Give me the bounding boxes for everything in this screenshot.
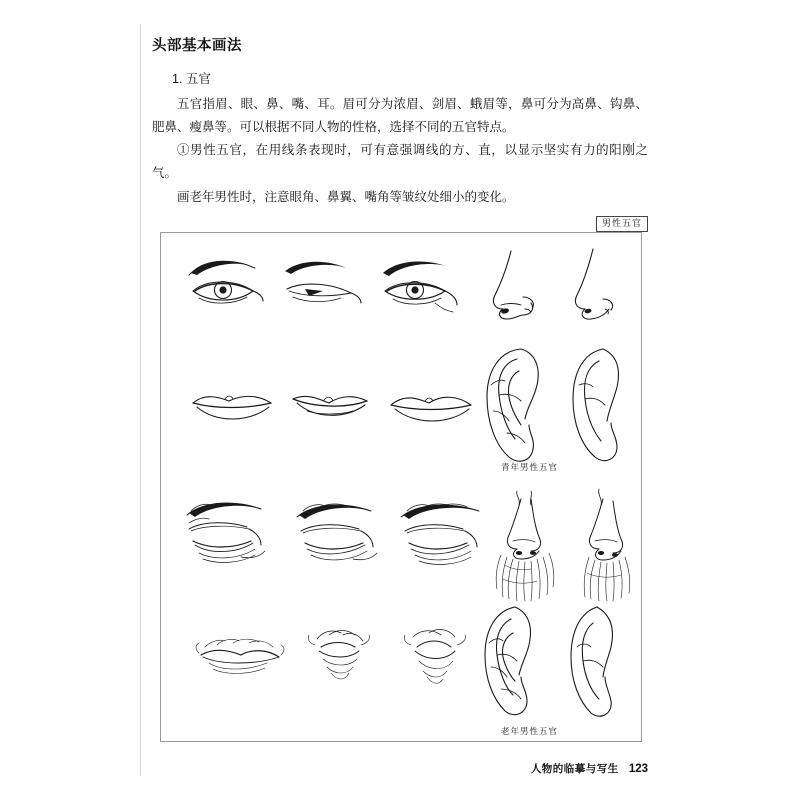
- sketch-old-mouth-3: [391, 621, 481, 701]
- sketch-young-eye-2: [279, 251, 379, 321]
- sketch-young-nose-1: [481, 247, 551, 327]
- sketch-young-mouth-2: [283, 381, 383, 441]
- sketch-old-eye-2: [289, 495, 399, 585]
- page-title: 头部基本画法: [152, 38, 242, 54]
- illustration-panel: [160, 232, 642, 742]
- sketch-old-ear-3: [637, 601, 642, 721]
- sketch-young-ear-3: [639, 341, 642, 471]
- sketch-old-ear-2: [559, 601, 639, 721]
- paragraph-3: 画老年男性时，注意眼角、鼻翼、嘴角等皱纹处细小的变化。: [177, 189, 515, 204]
- sketch-young-mouth-1: [185, 381, 285, 441]
- sketch-young-eye-3: [375, 251, 475, 321]
- sketch-old-mouth-1: [191, 625, 291, 695]
- sketch-young-ear-1: [477, 341, 557, 471]
- sketch-young-mouth-3: [383, 381, 483, 441]
- sketch-young-nose-3: [639, 247, 642, 327]
- footer-title: 人物的临摹与写生: [530, 763, 619, 775]
- sketch-old-mouth-2: [297, 621, 387, 701]
- figure-tag: 男性五官: [596, 216, 648, 232]
- section-subtitle: 1. 五官: [172, 72, 211, 86]
- sketch-old-nose-1: [487, 485, 573, 605]
- sketch-old-nose-2: [571, 485, 642, 605]
- sketch-old-eye-1: [181, 495, 291, 585]
- sketch-old-ear-1: [475, 601, 555, 721]
- caption-young: 青年男性五官: [501, 462, 559, 472]
- paragraph-1: 五官指眉、眼、鼻、嘴、耳。眉可分为浓眉、剑眉、蛾眉等，鼻可分为高鼻、钩鼻、肥鼻、瘦鼻等。可以根据不同人物的性格，选择不同的五官特点。: [152, 97, 648, 135]
- footer-page-number: 123: [628, 763, 648, 775]
- caption-old: 老年男性五官: [501, 726, 559, 736]
- sketch-young-ear-2: [561, 341, 641, 471]
- left-margin-rule: [140, 24, 141, 776]
- paragraph-2: ①男性五官，在用线条表现时，可有意强调线的方、直，以显示坚实有力的阳刚之气。: [152, 143, 648, 181]
- text-block: [152, 34, 648, 209]
- sketch-young-nose-2: [561, 247, 631, 327]
- page-footer: [531, 761, 648, 776]
- sketch-young-eye-1: [183, 251, 283, 321]
- figure-tag-row: [152, 216, 648, 232]
